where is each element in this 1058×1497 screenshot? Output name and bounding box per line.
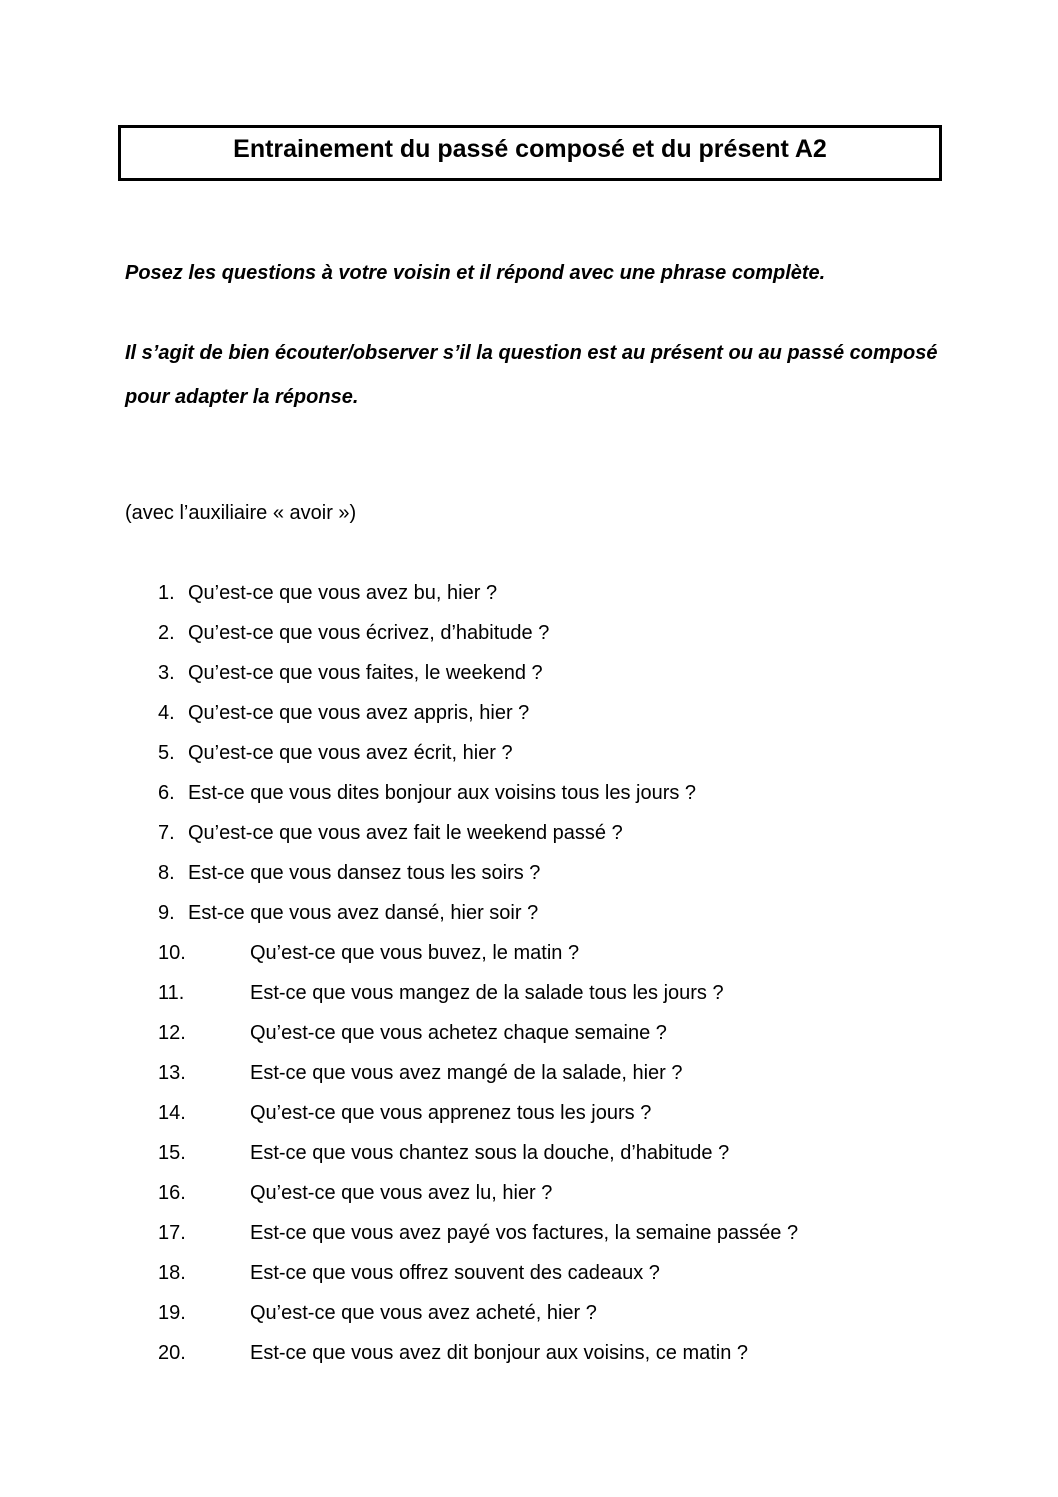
question-row <box>125 1293 1058 1333</box>
question-number: 19. <box>158 1302 186 1324</box>
question-text: Est-ce que vous offrez souvent des cadeaux ? <box>250 1262 660 1284</box>
question-number: 15. <box>158 1142 186 1164</box>
question-row <box>125 813 1058 853</box>
question-text: Est-ce que vous avez payé vos factures, la semaine passée ? <box>250 1222 799 1244</box>
question-row <box>125 1333 1058 1373</box>
question-text: Qu’est-ce que vous buvez, le matin ? <box>250 942 580 964</box>
question-number: 5. <box>158 742 175 764</box>
question-row <box>125 853 1058 893</box>
question-text: Est-ce que vous avez mangé de la salade, hier ? <box>250 1062 683 1084</box>
question-row <box>125 573 1058 613</box>
question-text: Qu’est-ce que vous écrivez, d’habitude ? <box>188 622 550 644</box>
question-number: 17. <box>158 1222 186 1244</box>
instruction-paragraph-2: Il s’agit de bien écouter/observer s’il la question est au présent ou au passé composé pour adapter la réponse. <box>125 342 938 408</box>
question-number: 6. <box>158 782 175 804</box>
question-text: Qu’est-ce que vous avez écrit, hier ? <box>188 742 513 764</box>
question-text: Est-ce que vous avez dit bonjour aux voisins, ce matin ? <box>250 1342 749 1364</box>
question-text: Qu’est-ce que vous avez bu, hier ? <box>188 582 498 604</box>
question-row <box>125 1133 1058 1173</box>
question-row <box>125 933 1058 973</box>
question-text: Est-ce que vous dansez tous les soirs ? <box>188 862 541 884</box>
question-list <box>125 573 1058 1373</box>
question-number: 20. <box>158 1342 186 1364</box>
question-text: Est-ce que vous mangez de la salade tous les jours ? <box>250 982 724 1004</box>
question-text: Qu’est-ce que vous avez acheté, hier ? <box>250 1302 597 1324</box>
question-row <box>125 1253 1058 1293</box>
question-number: 1. <box>158 582 175 604</box>
question-row <box>125 613 1058 653</box>
question-row <box>125 893 1058 933</box>
question-text: Est-ce que vous dites bonjour aux voisins tous les jours ? <box>188 782 697 804</box>
question-row <box>125 773 1058 813</box>
question-text: Qu’est-ce que vous faites, le weekend ? <box>188 662 543 684</box>
question-text: Qu’est-ce que vous avez fait le weekend passé ? <box>188 822 623 844</box>
title-box <box>118 125 942 181</box>
question-number: 4. <box>158 702 175 724</box>
question-text: Est-ce que vous chantez sous la douche, d’habitude ? <box>250 1142 730 1164</box>
question-number: 7. <box>158 822 175 844</box>
question-number: 2. <box>158 622 175 644</box>
question-number: 18. <box>158 1262 186 1284</box>
question-row <box>125 733 1058 773</box>
instruction-paragraph-1: Posez les questions à votre voisin et il répond avec une phrase complète. <box>125 262 826 284</box>
page-content <box>125 251 1058 1373</box>
question-row <box>125 1173 1058 1213</box>
question-row <box>125 1013 1058 1053</box>
page-title: Entrainement du passé composé et du présent A2 <box>233 135 827 163</box>
question-row <box>125 693 1058 733</box>
section-label-auxiliary-avoir: (avec l’auxiliaire « avoir ») <box>125 502 357 524</box>
question-text: Qu’est-ce que vous achetez chaque semaine ? <box>250 1022 667 1044</box>
question-number: 16. <box>158 1182 186 1204</box>
question-row <box>125 1053 1058 1093</box>
question-number: 11. <box>158 982 185 1004</box>
question-number: 10. <box>158 942 186 964</box>
question-number: 8. <box>158 862 175 884</box>
question-number: 3. <box>158 662 175 684</box>
question-row <box>125 653 1058 693</box>
question-number: 14. <box>158 1102 186 1124</box>
question-number: 13. <box>158 1062 186 1084</box>
question-number: 12. <box>158 1022 186 1044</box>
question-text: Qu’est-ce que vous avez lu, hier ? <box>250 1182 553 1204</box>
question-text: Qu’est-ce que vous avez appris, hier ? <box>188 702 530 724</box>
question-row <box>125 1213 1058 1253</box>
question-number: 9. <box>158 902 175 924</box>
question-text: Est-ce que vous avez dansé, hier soir ? <box>188 902 539 924</box>
question-text: Qu’est-ce que vous apprenez tous les jours ? <box>250 1102 652 1124</box>
question-row <box>125 1093 1058 1133</box>
question-row <box>125 973 1058 1013</box>
